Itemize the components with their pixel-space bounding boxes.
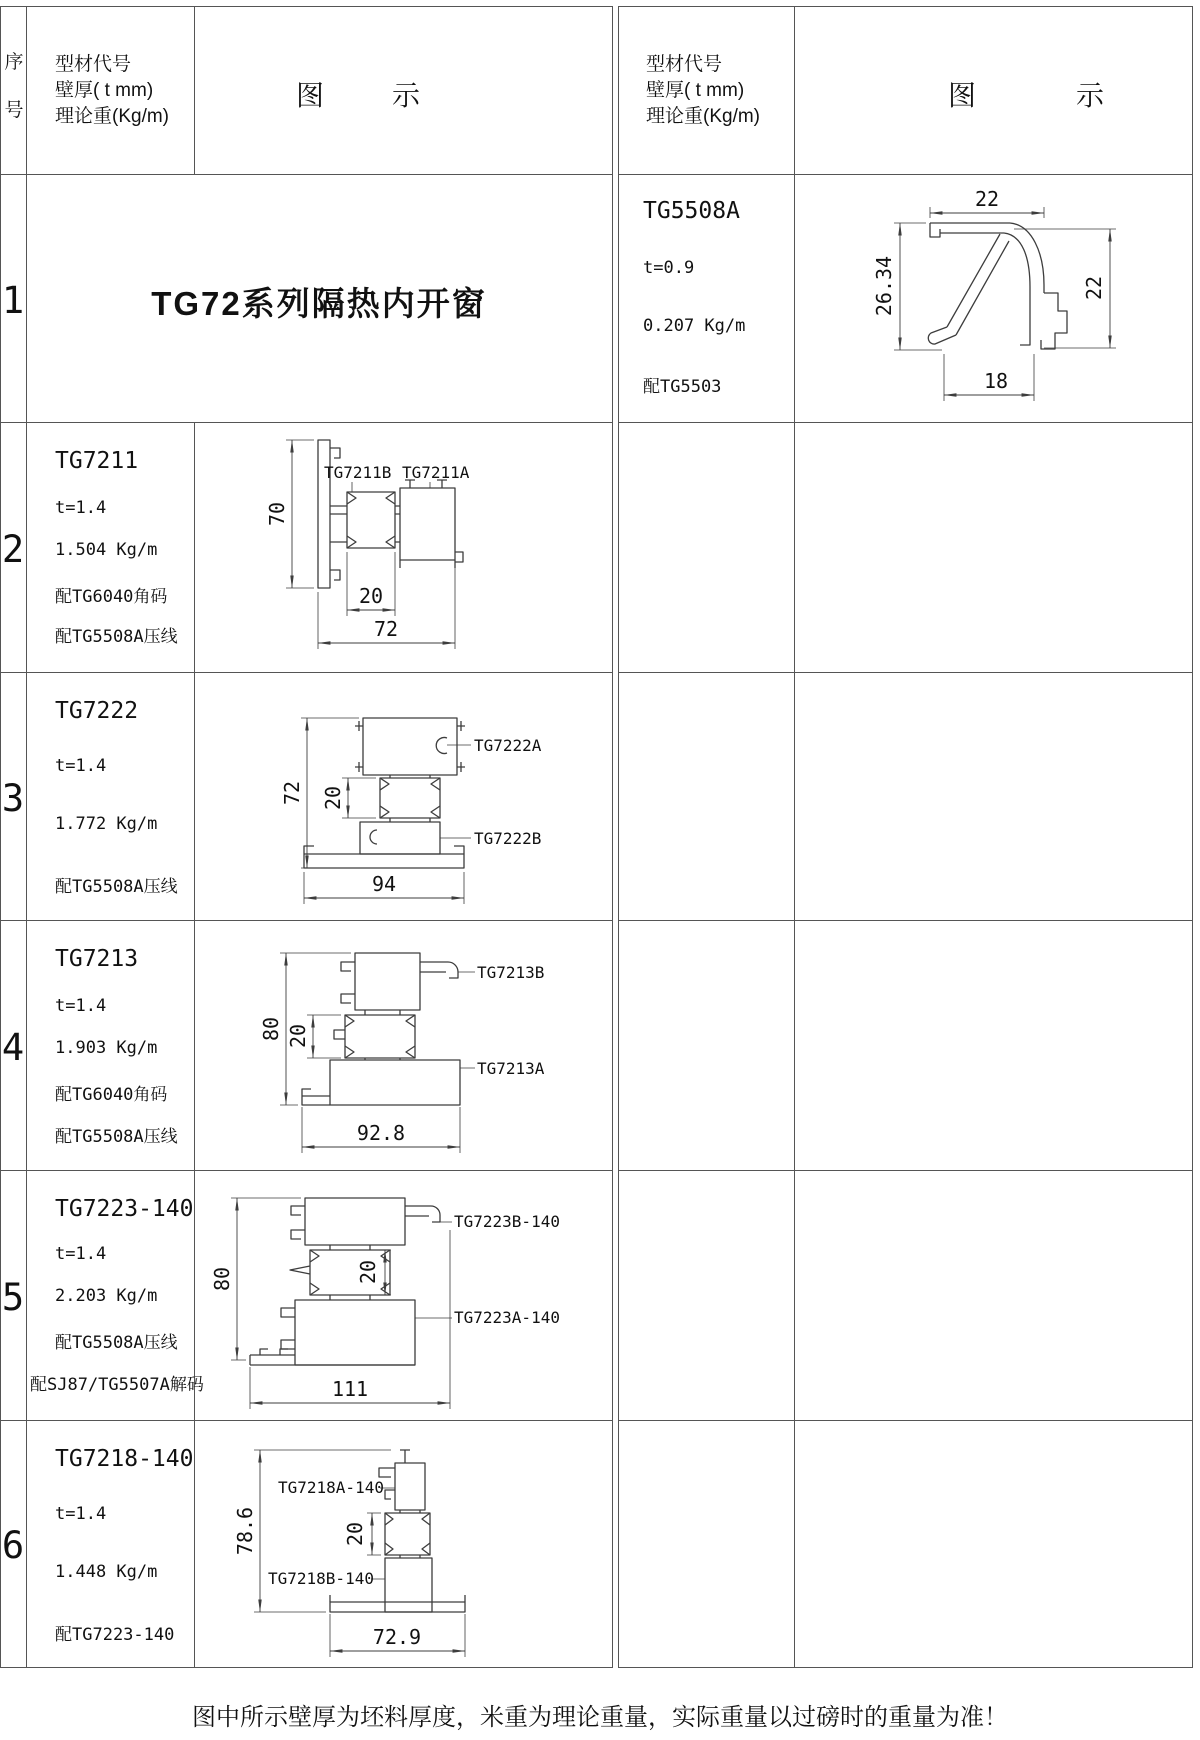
spec-header-line-2: 壁厚( t mm) bbox=[646, 80, 745, 101]
dim-left: 26.34 bbox=[872, 255, 896, 317]
grid-line bbox=[618, 1170, 1192, 1171]
grid-line bbox=[618, 1667, 1192, 1668]
spec-line: t=1.4 bbox=[55, 1244, 107, 1264]
model-code: TG7222 bbox=[55, 698, 139, 724]
dim-height: 78.6 bbox=[233, 1506, 257, 1556]
dim-mid: 20 bbox=[343, 1521, 367, 1547]
grid-line bbox=[618, 1420, 1192, 1421]
dim-right: 22 bbox=[1082, 275, 1106, 301]
spec-line: 配TG5508A压线 bbox=[55, 627, 178, 647]
row-number: 3 bbox=[1, 777, 25, 820]
grid-line bbox=[612, 6, 613, 1668]
tg7211-drawing bbox=[194, 422, 612, 672]
spec-line: 1.448 Kg/m bbox=[55, 1562, 158, 1582]
profile-part-label: TG7223B-140 bbox=[454, 1212, 560, 1231]
model-code: TG7211 bbox=[55, 448, 139, 474]
series-title: TG72系列隔热内开窗 bbox=[151, 285, 487, 322]
dim-mid: 20 bbox=[321, 785, 345, 811]
grid-line bbox=[0, 6, 612, 7]
spec-header-line-3: 理论重(Kg/m) bbox=[55, 106, 170, 127]
dim-mid: 20 bbox=[286, 1023, 310, 1049]
grid-line bbox=[618, 6, 619, 1668]
grid-line bbox=[618, 920, 1192, 921]
row-number: 4 bbox=[1, 1026, 25, 1069]
model-code: TG7223-140 bbox=[55, 1196, 194, 1222]
footer-note: 图中所示壁厚为坯料厚度，米重为理论重量，实际重量以过磅时的重量为准！ bbox=[192, 1704, 1008, 1731]
profile-part-label: TG7213A bbox=[477, 1059, 545, 1078]
model-code: TG7218-140 bbox=[55, 1446, 194, 1472]
row-number: 5 bbox=[1, 1276, 25, 1319]
profile-part-label: TG7211B bbox=[324, 463, 392, 482]
grid-line bbox=[194, 6, 195, 174]
dim-width: 111 bbox=[331, 1377, 369, 1401]
grid-line bbox=[618, 6, 1192, 7]
profile-part-label: TG7211A bbox=[402, 463, 470, 482]
serial-header-char-2: 号 bbox=[4, 100, 24, 121]
dim-bottom: 18 bbox=[983, 369, 1009, 393]
spec-line: 配TG5508A压线 bbox=[55, 1127, 178, 1147]
dim-width: 72.9 bbox=[372, 1625, 422, 1649]
row-number: 6 bbox=[1, 1524, 25, 1567]
pictorial-header-left: 图 bbox=[948, 80, 977, 111]
dim-height: 80 bbox=[259, 1016, 283, 1042]
profile-part-label: TG7223A-140 bbox=[454, 1308, 560, 1327]
serial-header-char-1: 序 bbox=[4, 52, 24, 73]
dim-width: 72 bbox=[373, 617, 399, 641]
grid-line bbox=[0, 174, 612, 175]
dim-height: 80 bbox=[210, 1266, 234, 1292]
row-number: 2 bbox=[1, 528, 25, 571]
grid-line bbox=[0, 6, 1, 1668]
model-code: TG7213 bbox=[55, 946, 139, 972]
pictorial-header-right: 示 bbox=[1076, 80, 1105, 111]
grid-line bbox=[1192, 6, 1193, 1668]
dim-height: 72 bbox=[280, 780, 304, 806]
spec-line: t=1.4 bbox=[55, 756, 107, 776]
dim-top: 22 bbox=[974, 187, 1000, 211]
spec-line: t=1.4 bbox=[55, 996, 107, 1016]
spec-line: 2.203 Kg/m bbox=[55, 1286, 158, 1306]
profile-part-label: TG7222A bbox=[474, 736, 542, 755]
tg7222-drawing bbox=[194, 672, 612, 920]
spec-header-line-3: 理论重(Kg/m) bbox=[646, 106, 761, 127]
grid-line bbox=[618, 422, 1192, 423]
profile-part-label: TG7222B bbox=[474, 829, 542, 848]
spec-line: 配TG5508A压线 bbox=[55, 1333, 178, 1353]
tg5508a-drawing bbox=[794, 174, 1192, 422]
grid-line bbox=[618, 672, 1192, 673]
spec-line: 配TG6040角码 bbox=[55, 587, 168, 607]
profile-part-label: TG7213B bbox=[477, 963, 545, 982]
tg7223-140-drawing bbox=[194, 1170, 612, 1420]
pictorial-header-left: 图 bbox=[296, 80, 325, 111]
spec-line: 配TG5503 bbox=[643, 377, 722, 397]
profile-part-label: TG7218A-140 bbox=[278, 1478, 384, 1497]
model-code: TG5508A bbox=[643, 198, 740, 224]
spec-line: t=1.4 bbox=[55, 1504, 107, 1524]
spec-line: 配TG7223-140 bbox=[55, 1625, 175, 1645]
spec-header-line-1: 型材代号 bbox=[55, 54, 132, 75]
pictorial-header-right: 示 bbox=[392, 80, 421, 111]
row-number: 1 bbox=[1, 279, 25, 322]
dim-mid: 20 bbox=[356, 1259, 380, 1285]
grid-line bbox=[26, 6, 27, 1668]
spec-header-line-1: 型材代号 bbox=[646, 54, 723, 75]
spec-header-line-2: 壁厚( t mm) bbox=[55, 80, 154, 101]
dim-height: 70 bbox=[265, 501, 289, 527]
spec-line: 配SJ87/TG5507A解码 bbox=[30, 1375, 204, 1395]
spec-line: 1.772 Kg/m bbox=[55, 814, 158, 834]
grid-line bbox=[0, 1667, 612, 1668]
tg7218-140-drawing bbox=[194, 1420, 612, 1667]
spec-line: 1.504 Kg/m bbox=[55, 540, 158, 560]
spec-line: t=1.4 bbox=[55, 498, 107, 518]
spec-line: 配TG5508A压线 bbox=[55, 877, 178, 897]
dim-width: 94 bbox=[371, 872, 397, 896]
dim-mid: 20 bbox=[358, 584, 384, 608]
spec-line: 1.903 Kg/m bbox=[55, 1038, 158, 1058]
spec-line: 0.207 Kg/m bbox=[643, 316, 746, 336]
dim-width: 92.8 bbox=[356, 1121, 406, 1145]
spec-line: 配TG6040角码 bbox=[55, 1085, 168, 1105]
tg7213-drawing bbox=[194, 920, 612, 1170]
spec-line: t=0.9 bbox=[643, 258, 695, 278]
profile-part-label: TG7218B-140 bbox=[268, 1569, 374, 1588]
